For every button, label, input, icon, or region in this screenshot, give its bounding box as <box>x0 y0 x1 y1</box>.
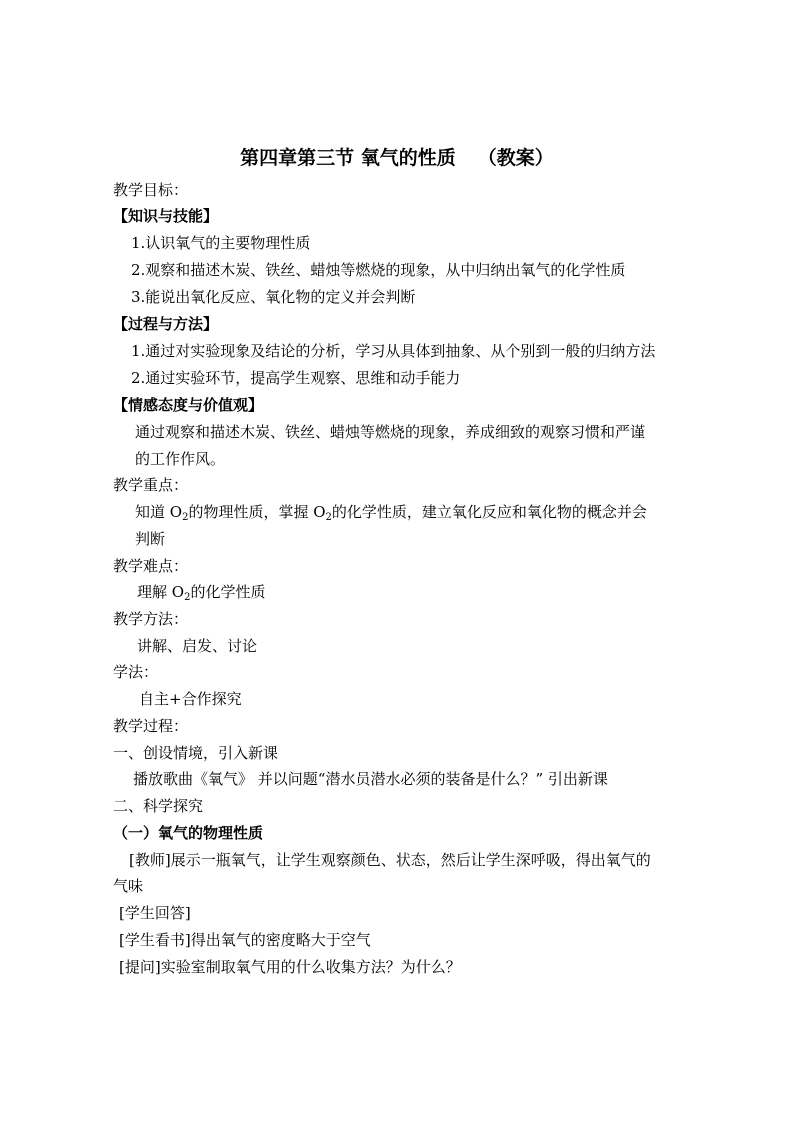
difficulties-label: 教学难点： <box>113 557 189 575</box>
title-main: 第四章第三节 氧气的性质 <box>240 147 456 169</box>
key-points-line-1 <box>135 502 647 522</box>
procedure-label: 教学过程： <box>113 717 189 735</box>
page-title <box>0 143 794 170</box>
process-item-2: 2.通过实验环节，提高学生观察、思维和动手能力 <box>131 369 461 387</box>
learning-label: 学法： <box>113 663 159 681</box>
section-1-text: 播放歌曲《氧气》 并以问题“潜水员潜水必须的装备是什么？” 引出新课 <box>133 770 608 788</box>
emotion-line-1: 通过观察和描述木炭、铁丝、蜡烛等燃烧的现象，养成细致的观察习惯和严谨 <box>135 423 646 441</box>
title-suffix: （教案） <box>477 147 554 169</box>
emotion-heading: 【情感态度与价值观】 <box>113 396 264 414</box>
emotion-line-2: 的工作作风。 <box>135 450 226 468</box>
knowledge-item-2: 2.观察和描述木炭、铁丝、蜡烛等燃烧的现象，从中归纳出氧气的化学性质 <box>131 261 626 279</box>
key-points-line-2: 判断 <box>135 530 166 548</box>
knowledge-heading: 【知识与技能】 <box>113 207 219 225</box>
section-2-item-2: [学生看书]得出氧气的密度略大于空气 <box>119 931 371 949</box>
difficulties-text <box>137 582 265 602</box>
key-points-text-c: 的化学性质，建立氧化反应和氧化物的概念并会 <box>331 503 647 521</box>
process-item-1: 1.通过对实验现象及结论的分析，学习从具体到抽象、从个别到一般的归纳方法 <box>131 342 656 360</box>
section-2-heading: 二、科学探究 <box>113 797 204 815</box>
section-2-para-line-2: 气味 <box>113 877 144 895</box>
knowledge-item-1: 1.认识氧气的主要物理性质 <box>131 234 311 252</box>
knowledge-item-3: 3.能说出氧化反应、氧化物的定义并会判断 <box>131 288 416 306</box>
section-2-item-1: [学生回答] <box>119 904 191 922</box>
subscript-2: 2 <box>182 512 189 523</box>
key-points-text-b: 的物理性质，掌握 O <box>188 503 326 521</box>
methods-label: 教学方法： <box>113 610 189 628</box>
difficulties-text-a: 理解 O <box>137 583 185 601</box>
subscript-2: 2 <box>184 592 191 603</box>
methods-text: 讲解、启发、讨论 <box>137 637 258 655</box>
key-points-label: 教学重点： <box>113 476 189 494</box>
goals-label: 教学目标： <box>113 181 189 199</box>
section-2-para-line-1: [教师]展示一瓶氧气，让学生观察颜色、状态，然后让学生深呼吸，得出氧气的 <box>129 851 651 869</box>
learning-text: 自主+合作探究 <box>139 690 242 708</box>
difficulties-text-b: 的化学性质 <box>190 583 266 601</box>
subscript-2: 2 <box>325 512 332 523</box>
section-1-heading: 一、创设情境，引入新课 <box>113 744 279 762</box>
section-2-sub-1: （一）氧气的物理性质 <box>113 824 264 842</box>
section-2-item-3: [提问]实验室制取氧气用的什么收集方法？为什么？ <box>119 958 461 976</box>
process-heading: 【过程与方法】 <box>113 315 219 333</box>
key-points-text-a: 知道 O <box>135 503 183 521</box>
